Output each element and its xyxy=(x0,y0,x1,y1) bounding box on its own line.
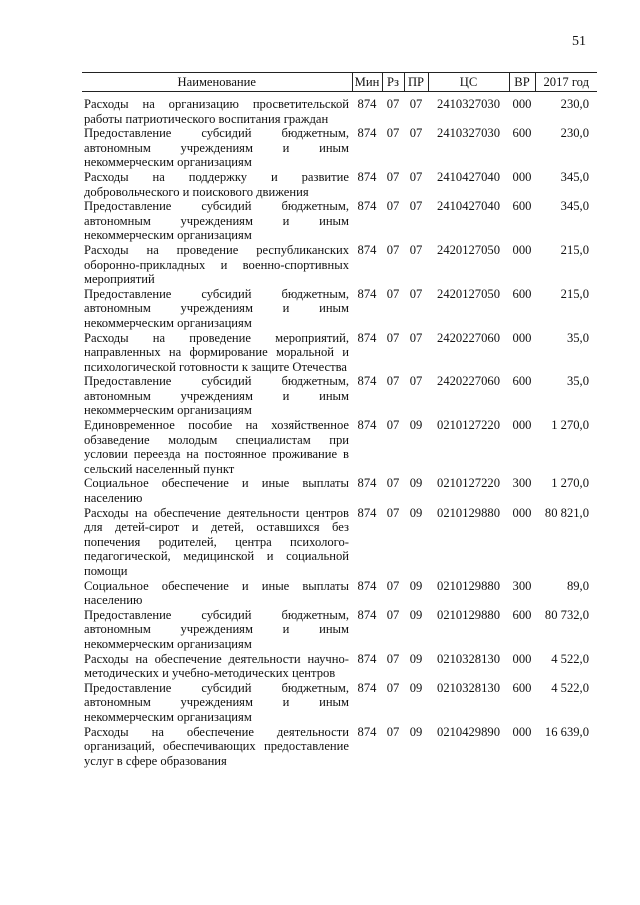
row-ministry: 874 xyxy=(357,607,377,622)
table-row xyxy=(82,608,597,652)
row-section: 07 xyxy=(386,374,400,389)
row-subsection: 09 xyxy=(409,418,423,433)
row-target: 0210429890 xyxy=(437,724,500,739)
row-expense-type: 300 xyxy=(512,476,532,491)
row-ministry: 874 xyxy=(357,97,377,111)
row-expense-type: 600 xyxy=(512,607,532,622)
row-ministry: 874 xyxy=(357,330,377,345)
row-name: Расходы на организацию просветительской работы патриотического воспитания граждан xyxy=(84,97,349,126)
table-body xyxy=(82,97,597,768)
header-section: Рз xyxy=(382,73,404,92)
row-ministry: 874 xyxy=(357,505,377,520)
row-year-sum: 16 639,0 xyxy=(544,724,589,739)
row-subsection: 09 xyxy=(409,476,423,491)
row-year-sum: 1 270,0 xyxy=(551,476,589,491)
row-expense-type: 000 xyxy=(512,418,532,433)
table-header xyxy=(82,73,597,98)
row-section: 07 xyxy=(386,680,400,695)
row-target: 0210127220 xyxy=(437,476,500,491)
header-subsection: ПР xyxy=(404,73,428,92)
row-section: 07 xyxy=(386,476,400,491)
table-row xyxy=(82,418,597,476)
table-row xyxy=(82,725,597,769)
row-target: 2420227060 xyxy=(437,330,500,345)
row-expense-type: 000 xyxy=(512,724,532,739)
row-subsection: 07 xyxy=(409,126,423,141)
row-section: 07 xyxy=(386,724,400,739)
row-year-sum: 345,0 xyxy=(560,199,589,214)
row-section: 07 xyxy=(386,607,400,622)
row-target: 2420227060 xyxy=(437,374,500,389)
row-subsection: 09 xyxy=(409,578,423,593)
row-name: Предоставление субсидий бюджетным, автономным учреждениям и иным некоммерческим организациям xyxy=(84,607,349,651)
row-target: 0210127220 xyxy=(437,418,500,433)
row-target: 2410327030 xyxy=(437,97,500,111)
row-ministry: 874 xyxy=(357,242,377,257)
row-expense-type: 600 xyxy=(512,680,532,695)
row-name: Расходы на поддержку и развитие добровольческого и поискового движения xyxy=(84,169,349,199)
row-name: Предоставление субсидий бюджетным, автономным учреждениям и иным некоммерческим организациям xyxy=(84,374,349,418)
table-row xyxy=(82,579,597,608)
row-year-sum: 4 522,0 xyxy=(551,651,589,666)
row-year-sum: 230,0 xyxy=(560,126,589,141)
row-ministry: 874 xyxy=(357,169,377,184)
row-year-sum: 4 522,0 xyxy=(551,680,589,695)
table-row xyxy=(82,97,597,126)
row-subsection: 09 xyxy=(409,607,423,622)
table-row xyxy=(82,374,597,418)
row-subsection: 09 xyxy=(409,724,423,739)
row-expense-type: 000 xyxy=(512,169,532,184)
page-number: 51 xyxy=(572,34,586,49)
row-name: Предоставление субсидий бюджетным, автономным учреждениям и иным некоммерческим организациям xyxy=(84,286,349,330)
row-year-sum: 35,0 xyxy=(566,374,589,389)
row-subsection: 07 xyxy=(409,199,423,214)
row-ministry: 874 xyxy=(357,680,377,695)
row-section: 07 xyxy=(386,126,400,141)
row-expense-type: 600 xyxy=(512,126,532,141)
row-ministry: 874 xyxy=(357,651,377,666)
row-section: 07 xyxy=(386,242,400,257)
row-name: Предоставление субсидий бюджетным, автономным учреждениям и иным некоммерческим организациям xyxy=(84,199,349,243)
row-name: Предоставление субсидий бюджетным, автономным учреждениям и иным некоммерческим организациям xyxy=(84,126,349,170)
table-row xyxy=(82,331,597,375)
row-section: 07 xyxy=(386,97,400,111)
row-subsection: 07 xyxy=(409,169,423,184)
header-row xyxy=(82,73,597,92)
row-subsection: 07 xyxy=(409,330,423,345)
row-year-sum: 230,0 xyxy=(560,97,589,111)
table-row xyxy=(82,652,597,681)
row-target: 0210328130 xyxy=(437,680,500,695)
row-year-sum: 345,0 xyxy=(560,169,589,184)
table-row xyxy=(82,126,597,170)
table-row xyxy=(82,243,597,287)
row-subsection: 07 xyxy=(409,374,423,389)
row-name: Расходы на проведение республиканских оборонно-прикладных и военно-спортивных мероприятий xyxy=(84,242,349,287)
table-row xyxy=(82,170,597,199)
row-target: 0210129880 xyxy=(437,607,500,622)
row-target: 2420127050 xyxy=(437,286,500,301)
row-year-sum: 215,0 xyxy=(560,242,589,257)
row-name: Предоставление субсидий бюджетным, автономным учреждениям и иным некоммерческим организациям xyxy=(84,680,349,724)
header-target: ЦС xyxy=(428,73,509,92)
row-expense-type: 600 xyxy=(512,199,532,214)
table-row xyxy=(82,287,597,331)
row-target: 2420127050 xyxy=(437,242,500,257)
table-row xyxy=(82,199,597,243)
table-row xyxy=(82,681,597,725)
row-subsection: 09 xyxy=(409,651,423,666)
row-section: 07 xyxy=(386,199,400,214)
header-expense-type: ВР xyxy=(509,73,535,92)
row-name: Расходы на проведение мероприятий, направленных на формирование моральной и психологической готовности к защите Отечества xyxy=(84,330,349,374)
row-name: Расходы на обеспечение деятельности научно-методических и учебно-методических центров xyxy=(84,651,349,681)
row-ministry: 874 xyxy=(357,199,377,214)
row-name: Расходы на обеспечение деятельности центров для детей-сирот и детей, оставшихся без попечения родителей, центра психолого-педагогической, медицинской и социальной помощи xyxy=(84,505,349,578)
row-year-sum: 80 732,0 xyxy=(544,607,589,622)
row-ministry: 874 xyxy=(357,286,377,301)
header-ministry: Мин xyxy=(352,73,382,92)
row-year-sum: 89,0 xyxy=(566,578,589,593)
header-year-sum: 2017 год xyxy=(535,73,597,92)
row-ministry: 874 xyxy=(357,724,377,739)
row-target: 2410427040 xyxy=(437,169,500,184)
row-ministry: 874 xyxy=(357,418,377,433)
row-target: 0210328130 xyxy=(437,651,500,666)
row-section: 07 xyxy=(386,330,400,345)
row-target: 0210129880 xyxy=(437,505,500,520)
row-expense-type: 000 xyxy=(512,242,532,257)
row-subsection: 07 xyxy=(409,97,423,111)
row-ministry: 874 xyxy=(357,476,377,491)
row-subsection: 07 xyxy=(409,242,423,257)
row-name: Социальное обеспечение и иные выплаты населению xyxy=(84,476,349,506)
row-ministry: 874 xyxy=(357,374,377,389)
row-section: 07 xyxy=(386,418,400,433)
row-section: 07 xyxy=(386,169,400,184)
row-subsection: 09 xyxy=(409,505,423,520)
row-expense-type: 600 xyxy=(512,286,532,301)
row-target: 2410427040 xyxy=(437,199,500,214)
row-name: Расходы на обеспечение деятельности организаций, обеспечивающих предоставление услуг в сфере образования xyxy=(84,724,349,768)
row-year-sum: 1 270,0 xyxy=(551,418,589,433)
row-year-sum: 215,0 xyxy=(560,286,589,301)
row-ministry: 874 xyxy=(357,126,377,141)
row-year-sum: 80 821,0 xyxy=(544,505,589,520)
row-section: 07 xyxy=(386,505,400,520)
row-subsection: 09 xyxy=(409,680,423,695)
row-year-sum: 35,0 xyxy=(566,330,589,345)
row-section: 07 xyxy=(386,578,400,593)
row-expense-type: 000 xyxy=(512,97,532,111)
row-target: 2410327030 xyxy=(437,126,500,141)
table-row xyxy=(82,476,597,505)
budget-table xyxy=(82,72,597,768)
row-name: Социальное обеспечение и иные выплаты населению xyxy=(84,578,349,608)
row-section: 07 xyxy=(386,651,400,666)
row-section: 07 xyxy=(386,286,400,301)
table-row xyxy=(82,506,597,579)
row-target: 0210129880 xyxy=(437,578,500,593)
row-expense-type: 000 xyxy=(512,651,532,666)
row-subsection: 07 xyxy=(409,286,423,301)
row-expense-type: 000 xyxy=(512,505,532,520)
row-expense-type: 300 xyxy=(512,578,532,593)
row-name: Единовременное пособие на хозяйственное обзаведение молодым специалистам при условии переезда на постоянное проживание в сельский населенный пункт xyxy=(84,418,349,476)
row-ministry: 874 xyxy=(357,578,377,593)
row-expense-type: 600 xyxy=(512,374,532,389)
row-expense-type: 000 xyxy=(512,330,532,345)
header-name: Наименование xyxy=(82,73,352,92)
